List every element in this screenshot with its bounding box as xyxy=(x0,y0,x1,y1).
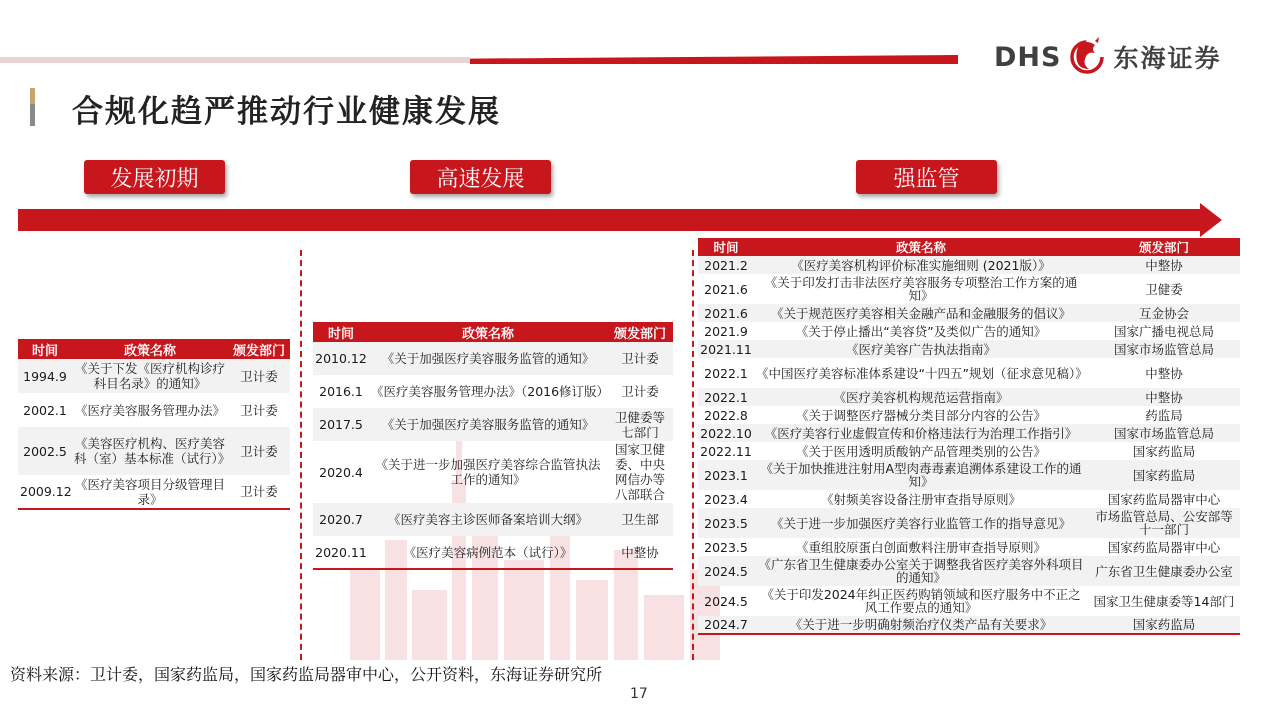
cell-time: 2021.2 xyxy=(698,256,754,274)
table-row xyxy=(313,503,673,536)
phase-label-rapid: 高速发展 xyxy=(410,160,551,194)
phase-label-strict: 强监管 xyxy=(856,160,997,194)
table-row xyxy=(313,375,673,408)
cell-policy: 《射频美容设备注册审查指导原则》 xyxy=(820,491,1021,507)
cell-dept: 卫计委 xyxy=(240,402,278,418)
cell-time: 2022.8 xyxy=(704,407,748,423)
table-row xyxy=(698,490,1240,508)
cell-dept: 国家药监局器审中心 xyxy=(1107,491,1221,507)
cell-policy: 《关于调整医疗器械分类目部分内容的公告》 xyxy=(795,407,1046,423)
cell-time: 2021.6 xyxy=(704,281,748,297)
cell-dept: 国家市场监管总局 xyxy=(1088,340,1240,358)
page-number: 17 xyxy=(630,686,648,702)
cell-policy: 《医疗美容服务管理办法》 xyxy=(74,402,225,418)
column-header-dept: 颁发部门 xyxy=(228,339,290,359)
company-logo xyxy=(994,34,1221,80)
table-row xyxy=(698,322,1240,340)
cell-policy: 《关于印发2024年纠正医药购销领域和医疗服务中不正之风工作要点的通知》 xyxy=(761,587,1081,615)
cell-time: 2017.5 xyxy=(313,408,369,441)
column-header-policy: 政策名称 xyxy=(72,339,228,359)
cell-dept: 国家卫生健康委等14部门 xyxy=(1093,593,1235,609)
cell-dept: 卫计委 xyxy=(228,359,290,393)
column-header-dept: 颁发部门 xyxy=(1088,238,1240,256)
table-row xyxy=(698,358,1240,388)
cell-dept: 国家药监局 xyxy=(1088,616,1240,634)
cell-policy: 《重组胶原蛋白创面敷料注册审查指导原则》 xyxy=(795,539,1046,555)
cell-dept: 国家市场监管总局 xyxy=(1088,424,1240,442)
table-row xyxy=(698,274,1240,304)
cell-time: 2020.4 xyxy=(319,464,363,480)
cell-policy: 《广东省卫生健康委办公室关于调整我省医疗美容外科项目的通知》 xyxy=(754,556,1088,586)
dragon-logo-icon xyxy=(1065,35,1109,79)
column-header-policy: 政策名称 xyxy=(754,238,1088,256)
table-row xyxy=(313,342,673,375)
logo-text-cn: 东海证券 xyxy=(1113,44,1222,73)
cell-time: 2023.4 xyxy=(704,491,748,507)
cell-dept: 中整协 xyxy=(607,536,673,569)
cell-time: 2021.9 xyxy=(704,323,748,339)
table-header-row xyxy=(698,238,1240,256)
logo-text-en: DHS xyxy=(994,41,1062,73)
cell-time: 2020.11 xyxy=(313,536,369,569)
cell-dept: 中整协 xyxy=(1088,388,1240,406)
cell-dept: 中整协 xyxy=(1145,365,1183,381)
table-row xyxy=(698,256,1240,274)
cell-time: 2010.12 xyxy=(313,342,369,375)
cell-policy: 《医疗美容主诊医师备案培训大纲》 xyxy=(369,503,607,536)
column-header-time: 时间 xyxy=(313,322,369,342)
timeline-arrow-shaft xyxy=(18,209,1203,231)
cell-policy: 《关于下发《医疗机构诊疗科目名录》的通知》 xyxy=(72,359,228,393)
table-row xyxy=(698,340,1240,358)
cell-time: 2016.1 xyxy=(319,384,363,399)
cell-policy: 《医疗美容项目分级管理目录》 xyxy=(72,475,228,509)
table-row xyxy=(698,442,1240,460)
cell-policy: 《美容医疗机构、医疗美容科（室）基本标准（试行）》 xyxy=(72,427,228,475)
cell-time: 2022.11 xyxy=(700,443,752,459)
cell-policy: 《中国医疗美容标准体系建设“十四五”规划（征求意见稿）》 xyxy=(756,365,1088,381)
cell-dept: 卫计委 xyxy=(228,427,290,475)
cell-dept: 卫计委 xyxy=(621,384,659,399)
cell-policy: 《医疗美容机构评价标准实施细则 (2021版）》 xyxy=(754,256,1088,274)
cell-time: 2023.1 xyxy=(698,460,754,490)
policy-table-strict xyxy=(698,238,1240,635)
timeline-arrow-head-icon xyxy=(1200,203,1222,237)
cell-policy: 《医疗美容病例范本（试行）》 xyxy=(369,536,607,569)
cell-time: 2009.12 xyxy=(18,475,72,509)
cell-policy: 《关于进一步加强医疗美容综合监管执法工作的通知》 xyxy=(375,457,601,487)
table-header-row xyxy=(313,322,673,342)
table-row xyxy=(698,460,1240,490)
cell-dept: 卫健委 xyxy=(1145,281,1183,297)
table-row xyxy=(18,475,290,509)
cell-time: 2022.1 xyxy=(704,365,748,381)
header-line-light xyxy=(0,57,470,63)
table-row xyxy=(698,508,1240,538)
cell-time: 2021.11 xyxy=(698,340,754,358)
table-row xyxy=(698,406,1240,424)
cell-time: 2021.6 xyxy=(698,304,754,322)
cell-dept: 国家药监局 xyxy=(1088,460,1240,490)
cell-policy: 《关于印发打击非法医疗美容服务专项整治工作方案的通知》 xyxy=(764,275,1078,303)
column-header-dept: 颁发部门 xyxy=(607,322,673,342)
column-header-time: 时间 xyxy=(18,339,72,359)
cell-policy: 《医疗美容机构规范运营指南》 xyxy=(754,388,1088,406)
cell-policy: 《关于医用透明质酸钠产品管理类别的公告》 xyxy=(795,443,1046,459)
cell-policy: 《关于加强医疗美容服务监管的通知》 xyxy=(369,342,607,375)
cell-policy: 《关于加快推进注射用A型肉毒毒素追溯体系建设工作的通知》 xyxy=(754,460,1088,490)
table-row xyxy=(18,393,290,427)
cell-dept: 国家卫健委、中央网信办等八部联合 xyxy=(614,442,665,502)
cell-time: 2024.5 xyxy=(698,556,754,586)
cell-dept: 药监局 xyxy=(1145,407,1183,423)
cell-dept: 互金协会 xyxy=(1088,304,1240,322)
cell-time: 2023.5 xyxy=(698,508,754,538)
cell-policy: 《关于进一步明确射频治疗仪类产品有关要求》 xyxy=(754,616,1088,634)
table-header-row xyxy=(18,339,290,359)
table-row xyxy=(313,536,673,569)
table-row xyxy=(18,359,290,393)
table-row xyxy=(698,424,1240,442)
cell-dept: 国家药监局 xyxy=(1132,443,1196,459)
source-note: 资料来源：卫计委，国家药监局，国家药监局器审中心，公开资料，东海证券研究所 xyxy=(10,665,603,684)
page-title: 合规化趋严推动行业健康发展 xyxy=(72,94,501,130)
cell-dept: 卫计委 xyxy=(228,475,290,509)
cell-time: 2024.5 xyxy=(704,593,748,609)
table-row xyxy=(698,616,1240,634)
phase-label-early: 发展初期 xyxy=(84,160,225,194)
title-accent-bar-gray xyxy=(30,104,35,126)
cell-time: 2002.1 xyxy=(23,402,67,418)
cell-policy: 《医疗美容服务管理办法》（2016修订版） xyxy=(371,384,610,399)
cell-time: 1994.9 xyxy=(18,359,72,393)
table-row xyxy=(313,408,673,441)
cell-policy: 《关于进一步加强医疗美容行业监管工作的指导意见》 xyxy=(754,508,1088,538)
column-header-time: 时间 xyxy=(698,238,754,256)
cell-dept: 卫生部 xyxy=(607,503,673,536)
table-row xyxy=(698,388,1240,406)
cell-dept: 卫健委等七部门 xyxy=(607,408,673,441)
column-header-policy: 政策名称 xyxy=(369,322,607,342)
cell-policy: 《医疗美容广告执法指南》 xyxy=(754,340,1088,358)
phase-divider-1 xyxy=(300,250,302,660)
policy-table-early xyxy=(18,339,290,510)
cell-dept: 市场监管总局、公安部等十一部门 xyxy=(1088,508,1240,538)
cell-time: 2002.5 xyxy=(18,427,72,475)
table-row xyxy=(698,556,1240,586)
table-row xyxy=(698,538,1240,556)
cell-dept: 国家广播电视总局 xyxy=(1113,323,1214,339)
cell-dept: 广东省卫生健康委办公室 xyxy=(1088,556,1240,586)
cell-policy: 《关于停止播出“美容贷”及类似广告的通知》 xyxy=(795,323,1047,339)
table-row xyxy=(698,586,1240,616)
cell-time: 2020.7 xyxy=(313,503,369,536)
cell-time: 2024.7 xyxy=(698,616,754,634)
table-row xyxy=(313,441,673,503)
header-line-red xyxy=(470,55,958,64)
cell-dept: 国家药监局器审中心 xyxy=(1107,539,1221,555)
cell-policy: 《医疗美容行业虚假宣传和价格违法行为治理工作指引》 xyxy=(754,424,1088,442)
cell-dept: 卫计委 xyxy=(607,342,673,375)
cell-policy: 《关于规范医疗美容相关金融产品和金融服务的倡议》 xyxy=(754,304,1088,322)
cell-time: 2022.1 xyxy=(698,388,754,406)
cell-time: 2022.10 xyxy=(698,424,754,442)
cell-time: 2023.5 xyxy=(704,539,748,555)
policy-table-rapid xyxy=(313,322,673,570)
table-row xyxy=(18,427,290,475)
cell-policy: 《关于加强医疗美容服务监管的通知》 xyxy=(369,408,607,441)
cell-dept: 中整协 xyxy=(1088,256,1240,274)
table-row xyxy=(698,304,1240,322)
